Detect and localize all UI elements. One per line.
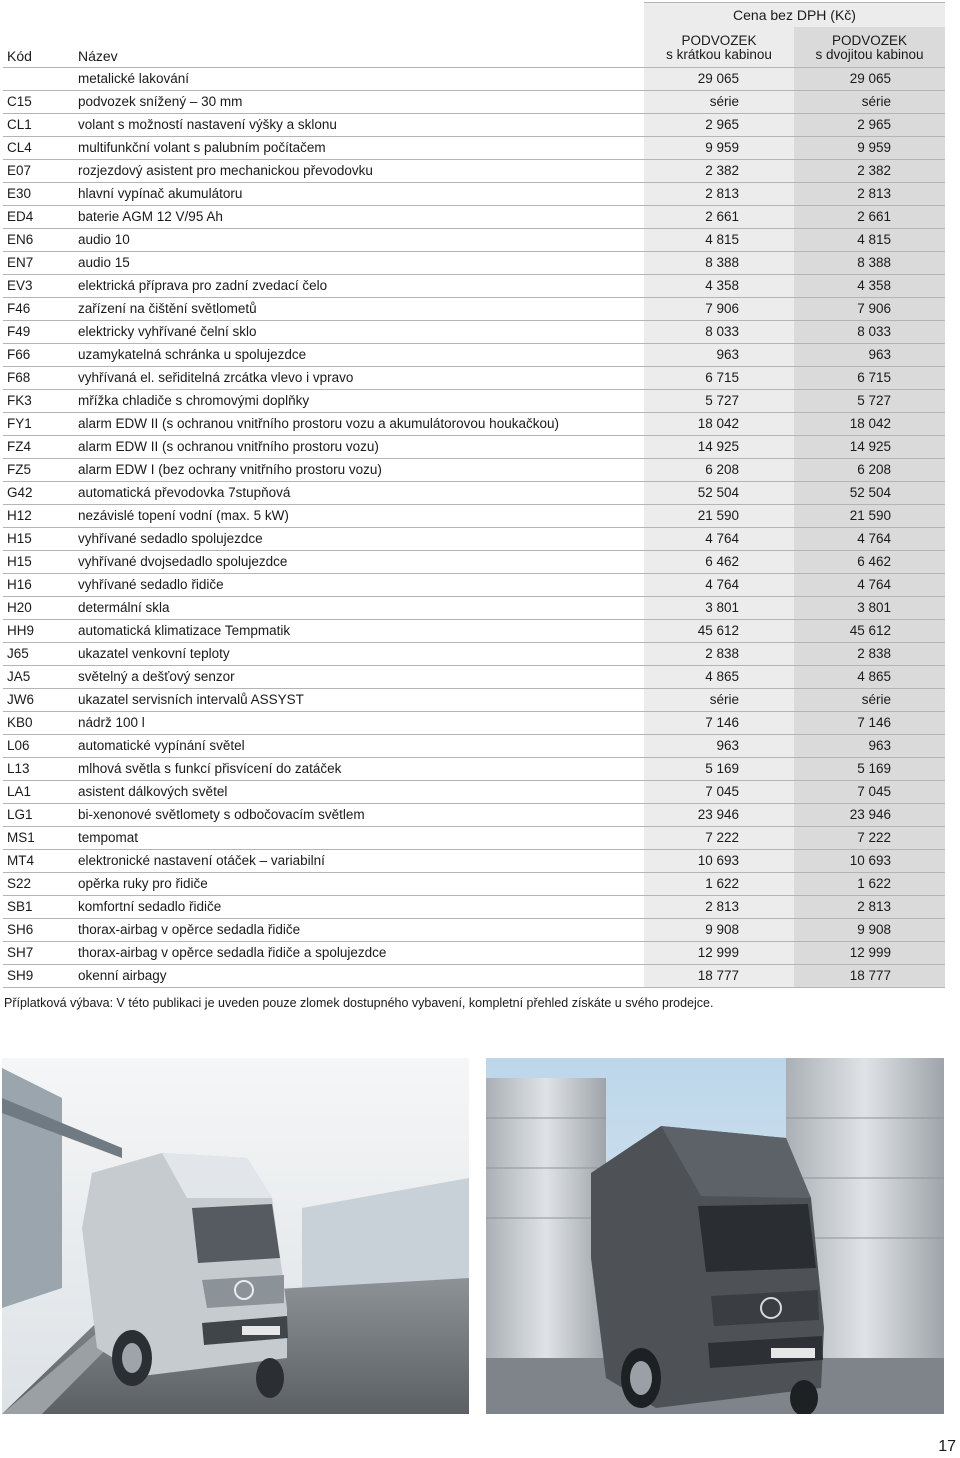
table-row	[3, 873, 945, 896]
cell-name: tempomat	[78, 827, 644, 850]
footnote: Příplatková výbava: V této publikaci je uveden pouze zlomek dostupného vybavení, kompletní přehled získáte u svého prodejce.	[4, 996, 714, 1010]
cell-name: komfortní sedadlo řidiče	[78, 896, 644, 919]
column-header-code: Kód	[7, 48, 32, 64]
cell-price-short-cab: 2 813	[644, 896, 794, 919]
cell-name: audio 10	[78, 229, 644, 252]
cell-name: hlavní vypínač akumulátoru	[78, 183, 644, 206]
cell-price-double-cab: 2 813	[794, 183, 945, 206]
cell-price-double-cab: 4 764	[794, 528, 945, 551]
badge-plate	[771, 1348, 815, 1358]
cell-name: vyhřívaná el. seřiditelná zrcátka vlevo i vpravo	[78, 367, 644, 390]
cell-price-short-cab: 18 042	[644, 413, 794, 436]
cell-name: elektronické nastavení otáček – variabilní	[78, 850, 644, 873]
cell-code: E07	[3, 160, 78, 183]
cell-code: H12	[3, 505, 78, 528]
cell-price-short-cab: 4 815	[644, 229, 794, 252]
cell-price-double-cab: 5 169	[794, 758, 945, 781]
table-row	[3, 942, 945, 965]
cell-price-short-cab: 21 590	[644, 505, 794, 528]
table-row	[3, 137, 945, 160]
cell-price-double-cab: 963	[794, 735, 945, 758]
cell-price-short-cab: 12 999	[644, 942, 794, 965]
cell-price-double-cab: 6 715	[794, 367, 945, 390]
cell-name: světelný a dešťový senzor	[78, 666, 644, 689]
table-row	[3, 436, 945, 459]
cell-code: KB0	[3, 712, 78, 735]
cell-price-double-cab: 7 045	[794, 781, 945, 804]
cell-name: alarm EDW II (s ochranou vnitřního prostoru vozu)	[78, 436, 644, 459]
table-row	[3, 344, 945, 367]
cell-name: nezávislé topení vodní (max. 5 kW)	[78, 505, 644, 528]
cell-price-double-cab: 2 661	[794, 206, 945, 229]
cell-price-short-cab: 2 965	[644, 114, 794, 137]
cell-name: mřížka chladiče s chromovými doplňky	[78, 390, 644, 413]
cell-name: nádrž 100 l	[78, 712, 644, 735]
cell-price-double-cab: 8 033	[794, 321, 945, 344]
cell-price-double-cab: 2 382	[794, 160, 945, 183]
table-row	[3, 528, 945, 551]
cell-price-double-cab: série	[794, 689, 945, 712]
cell-name: audio 15	[78, 252, 644, 275]
table-row	[3, 827, 945, 850]
badge-plate	[242, 1326, 280, 1335]
cell-price-short-cab: 2 661	[644, 206, 794, 229]
cell-price-short-cab: 14 925	[644, 436, 794, 459]
cell-name: rozjezdový asistent pro mechanickou převodovku	[78, 160, 644, 183]
table-row	[3, 367, 945, 390]
cell-code: SH9	[3, 965, 78, 988]
cell-name: automatická klimatizace Tempmatik	[78, 620, 644, 643]
cell-code: SH6	[3, 919, 78, 942]
cell-price-short-cab: 963	[644, 344, 794, 367]
cell-price-short-cab: série	[644, 689, 794, 712]
table-row	[3, 574, 945, 597]
cell-code	[3, 68, 78, 91]
cell-code: LA1	[3, 781, 78, 804]
cell-code: FZ5	[3, 459, 78, 482]
cell-code: SH7	[3, 942, 78, 965]
cell-code: L13	[3, 758, 78, 781]
cell-price-double-cab: 9 959	[794, 137, 945, 160]
cell-price-short-cab: 45 612	[644, 620, 794, 643]
cell-price-double-cab: 23 946	[794, 804, 945, 827]
cell-price-double-cab: 14 925	[794, 436, 945, 459]
cell-price-short-cab: 6 715	[644, 367, 794, 390]
cell-code: H15	[3, 528, 78, 551]
cell-name: automatické vypínání světel	[78, 735, 644, 758]
cell-price-double-cab: 7 906	[794, 298, 945, 321]
table-row	[3, 275, 945, 298]
table-row	[3, 183, 945, 206]
cell-code: SB1	[3, 896, 78, 919]
cell-price-short-cab: 29 065	[644, 68, 794, 91]
cell-price-short-cab: 5 727	[644, 390, 794, 413]
table-row	[3, 804, 945, 827]
cell-price-short-cab: 7 045	[644, 781, 794, 804]
cell-name: okenní airbagy	[78, 965, 644, 988]
table-row	[3, 735, 945, 758]
table-row	[3, 551, 945, 574]
cell-price-double-cab: 3 801	[794, 597, 945, 620]
cell-name: elektrická příprava pro zadní zvedací čelo	[78, 275, 644, 298]
cell-code: JW6	[3, 689, 78, 712]
cell-code: F66	[3, 344, 78, 367]
cell-code: MS1	[3, 827, 78, 850]
cell-price-double-cab: 1 622	[794, 873, 945, 896]
column-header-double-cab	[794, 27, 945, 68]
cell-price-short-cab: 4 764	[644, 528, 794, 551]
table-row	[3, 390, 945, 413]
table-row	[3, 229, 945, 252]
table-row	[3, 206, 945, 229]
cell-code: F49	[3, 321, 78, 344]
cell-price-double-cab: 5 727	[794, 390, 945, 413]
cell-price-double-cab: 2 838	[794, 643, 945, 666]
cell-code: H16	[3, 574, 78, 597]
cell-code: C15	[3, 91, 78, 114]
cell-price-short-cab: 7 222	[644, 827, 794, 850]
cell-price-short-cab: 5 169	[644, 758, 794, 781]
column-header-double-cab-line2: s dvojitou kabinou	[815, 47, 924, 63]
table-row	[3, 482, 945, 505]
cell-price-double-cab: 6 462	[794, 551, 945, 574]
cell-name: alarm EDW I (bez ochrany vnitřního prostoru vozu)	[78, 459, 644, 482]
cell-price-short-cab: 7 146	[644, 712, 794, 735]
cell-price-short-cab: 2 382	[644, 160, 794, 183]
table-row	[3, 298, 945, 321]
table-row	[3, 114, 945, 137]
cell-code: S22	[3, 873, 78, 896]
cell-code: FK3	[3, 390, 78, 413]
table-row	[3, 91, 945, 114]
cell-name: ukazatel venkovní teploty	[78, 643, 644, 666]
cell-code: FZ4	[3, 436, 78, 459]
cell-code: EV3	[3, 275, 78, 298]
cell-price-double-cab: 9 908	[794, 919, 945, 942]
cell-code: CL4	[3, 137, 78, 160]
table-row	[3, 620, 945, 643]
cell-name: volant s možností nastavení výšky a sklonu	[78, 114, 644, 137]
cell-price-double-cab: 2 813	[794, 896, 945, 919]
cell-price-double-cab: 29 065	[794, 68, 945, 91]
cell-name: ukazatel servisních intervalů ASSYST	[78, 689, 644, 712]
column-header-short-cab-line2: s krátkou kabinou	[666, 47, 772, 63]
column-header-double-cab-line1: PODVOZEK	[831, 32, 907, 48]
table-row	[3, 965, 945, 988]
cell-name: elektricky vyhřívané čelní sklo	[78, 321, 644, 344]
cell-name: determální skla	[78, 597, 644, 620]
cell-price-double-cab: 7 222	[794, 827, 945, 850]
table-row	[3, 919, 945, 942]
cell-name: vyhřívané sedadlo spolujezdce	[78, 528, 644, 551]
cell-name: opěrka ruky pro řidiče	[78, 873, 644, 896]
cell-price-short-cab: 2 813	[644, 183, 794, 206]
cell-code: H15	[3, 551, 78, 574]
cell-price-double-cab: série	[794, 91, 945, 114]
cell-price-short-cab: 10 693	[644, 850, 794, 873]
cell-name: asistent dálkových světel	[78, 781, 644, 804]
cell-code: LG1	[3, 804, 78, 827]
cell-name: automatická převodovka 7stupňová	[78, 482, 644, 505]
price-table	[3, 2, 945, 988]
cell-price-double-cab: 7 146	[794, 712, 945, 735]
column-header-short-cab-line1: PODVOZEK	[681, 32, 757, 48]
cell-price-short-cab: série	[644, 91, 794, 114]
cell-price-short-cab: 18 777	[644, 965, 794, 988]
cell-code: MT4	[3, 850, 78, 873]
cell-price-short-cab: 3 801	[644, 597, 794, 620]
header-spacer	[78, 3, 644, 28]
table-row	[3, 850, 945, 873]
cell-price-double-cab: 52 504	[794, 482, 945, 505]
cell-price-double-cab: 45 612	[794, 620, 945, 643]
photo-silver-van	[2, 1058, 469, 1414]
cell-price-short-cab: 1 622	[644, 873, 794, 896]
price-group-header: Cena bez DPH (Kč)	[644, 3, 945, 28]
cell-code: JA5	[3, 666, 78, 689]
cell-name: baterie AGM 12 V/95 Ah	[78, 206, 644, 229]
cell-code: ED4	[3, 206, 78, 229]
page-number: 17	[938, 1438, 956, 1455]
table-row	[3, 459, 945, 482]
table-row	[3, 781, 945, 804]
cell-price-short-cab: 9 959	[644, 137, 794, 160]
table-body	[3, 68, 945, 988]
table-row	[3, 712, 945, 735]
cell-name: vyhřívané sedadlo řidiče	[78, 574, 644, 597]
cell-price-double-cab: 18 777	[794, 965, 945, 988]
cell-name: bi-xenonové světlomety s odbočovacím světlem	[78, 804, 644, 827]
cell-price-short-cab: 23 946	[644, 804, 794, 827]
cell-name: podvozek snížený – 30 mm	[78, 91, 644, 114]
cell-name: alarm EDW II (s ochranou vnitřního prostoru vozu a akumulátorovou houkačkou)	[78, 413, 644, 436]
cell-price-double-cab: 10 693	[794, 850, 945, 873]
cell-code: CL1	[3, 114, 78, 137]
cell-price-double-cab: 18 042	[794, 413, 945, 436]
cell-name: metalické lakování	[78, 68, 644, 91]
cell-price-double-cab: 4 815	[794, 229, 945, 252]
cell-code: EN6	[3, 229, 78, 252]
table-row	[3, 505, 945, 528]
cell-name: uzamykatelná schránka u spolujezdce	[78, 344, 644, 367]
cell-name: zařízení na čištění světlometů	[78, 298, 644, 321]
cell-price-short-cab: 2 838	[644, 643, 794, 666]
cell-code: HH9	[3, 620, 78, 643]
table-row	[3, 597, 945, 620]
cell-price-short-cab: 9 908	[644, 919, 794, 942]
table-row	[3, 160, 945, 183]
cell-code: FY1	[3, 413, 78, 436]
cell-price-short-cab: 4 865	[644, 666, 794, 689]
table-row	[3, 689, 945, 712]
cell-name: vyhřívané dvojsedadlo spolujezdce	[78, 551, 644, 574]
column-header-short-cab	[644, 27, 794, 68]
cell-price-double-cab: 6 208	[794, 459, 945, 482]
cell-price-short-cab: 52 504	[644, 482, 794, 505]
cell-price-double-cab: 2 965	[794, 114, 945, 137]
cell-code: F68	[3, 367, 78, 390]
cell-price-short-cab: 8 033	[644, 321, 794, 344]
table-row	[3, 321, 945, 344]
cell-code: E30	[3, 183, 78, 206]
cell-name: multifunkční volant s palubním počítačem	[78, 137, 644, 160]
silver-van-illustration	[2, 1058, 469, 1414]
cell-price-short-cab: 6 462	[644, 551, 794, 574]
cell-price-double-cab: 4 764	[794, 574, 945, 597]
cell-name: thorax-airbag v opěrce sedadla řidiče	[78, 919, 644, 942]
cell-price-double-cab: 12 999	[794, 942, 945, 965]
table-row	[3, 758, 945, 781]
column-header-name: Název	[78, 48, 118, 64]
cell-price-short-cab: 4 764	[644, 574, 794, 597]
cell-price-short-cab: 4 358	[644, 275, 794, 298]
photo-grey-van	[486, 1058, 944, 1414]
table-row	[3, 252, 945, 275]
table-row	[3, 413, 945, 436]
cell-code: G42	[3, 482, 78, 505]
cell-code: EN7	[3, 252, 78, 275]
cell-name: mlhová světla s funkcí přisvícení do zatáček	[78, 758, 644, 781]
table-row	[3, 643, 945, 666]
cell-name: thorax-airbag v opěrce sedadla řidiče a spolujezdce	[78, 942, 644, 965]
cell-price-double-cab: 4 358	[794, 275, 945, 298]
grey-van-illustration	[486, 1058, 944, 1414]
header-spacer	[3, 3, 78, 28]
table-row	[3, 666, 945, 689]
cell-price-short-cab: 963	[644, 735, 794, 758]
cell-price-short-cab: 6 208	[644, 459, 794, 482]
cell-code: L06	[3, 735, 78, 758]
cell-code: J65	[3, 643, 78, 666]
cell-price-double-cab: 21 590	[794, 505, 945, 528]
cell-code: F46	[3, 298, 78, 321]
table-row	[3, 896, 945, 919]
cell-price-double-cab: 4 865	[794, 666, 945, 689]
table-row	[3, 68, 945, 91]
cell-code: H20	[3, 597, 78, 620]
cell-price-double-cab: 963	[794, 344, 945, 367]
cell-price-short-cab: 8 388	[644, 252, 794, 275]
cell-price-double-cab: 8 388	[794, 252, 945, 275]
cell-price-short-cab: 7 906	[644, 298, 794, 321]
